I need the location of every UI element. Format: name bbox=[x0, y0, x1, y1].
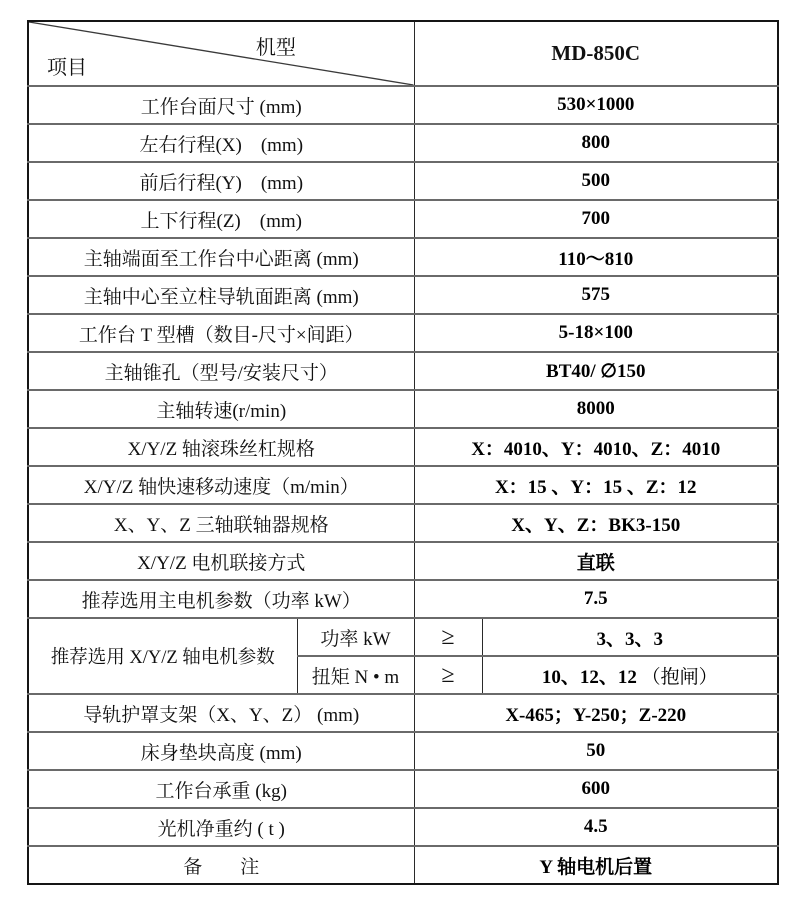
spec-row bbox=[28, 504, 778, 542]
spec-value-cell: X：4010、Y：4010、Z：4010 bbox=[414, 428, 778, 466]
spec-row bbox=[28, 428, 778, 466]
spec-row bbox=[28, 580, 778, 618]
spec-value-cell: 50 bbox=[414, 732, 778, 770]
spec-value-cell: 4.5 bbox=[414, 808, 778, 846]
spec-value-cell: 500 bbox=[414, 162, 778, 200]
motor-sub-param-cell: 扭矩 N • m bbox=[297, 656, 414, 694]
spec-row bbox=[28, 808, 778, 846]
spec-label-cell: 上下行程(Z) (mm) bbox=[28, 200, 414, 238]
spec-label-cell: X、Y、Z 三轴联轴器规格 bbox=[28, 504, 414, 542]
spec-row bbox=[28, 124, 778, 162]
spec-row bbox=[28, 200, 778, 238]
spec-value-cell: 5-18×100 bbox=[414, 314, 778, 352]
motor-value: 10、12、12 bbox=[541, 666, 637, 688]
spec-label-cell: 光机净重约 ( t ) bbox=[28, 808, 414, 846]
spec-row bbox=[28, 694, 778, 732]
spec-label-cell: 备 注 bbox=[28, 846, 414, 884]
spec-row bbox=[28, 390, 778, 428]
spec-row bbox=[28, 352, 778, 390]
spec-value-cell: 7.5 bbox=[414, 580, 778, 618]
motor-value-cell bbox=[482, 656, 778, 694]
spec-value-cell: 直联 bbox=[414, 542, 778, 580]
spec-value-cell: BT40/ ∅150 bbox=[414, 352, 778, 390]
spec-label-cell: 主轴锥孔（型号/安装尺寸） bbox=[28, 352, 414, 390]
spec-label-cell: X/Y/Z 轴滚珠丝杠规格 bbox=[28, 428, 414, 466]
model-axis-label: 机型 bbox=[255, 37, 296, 59]
spec-row bbox=[28, 732, 778, 770]
spec-value-cell: 800 bbox=[414, 124, 778, 162]
diagonal-header-cell bbox=[28, 21, 414, 86]
spec-value-cell: 8000 bbox=[414, 390, 778, 428]
spec-row-remarks bbox=[28, 846, 778, 884]
spec-label-cell: 主轴端面至工作台中心距离 (mm) bbox=[28, 238, 414, 276]
spec-table bbox=[27, 20, 779, 885]
spec-row bbox=[28, 238, 778, 276]
spec-label-cell: X/Y/Z 电机联接方式 bbox=[28, 542, 414, 580]
spec-label-cell: X/Y/Z 轴快速移动速度（m/min） bbox=[28, 466, 414, 504]
spec-label-cell: 工作台 T 型槽（数目-尺寸×间距） bbox=[28, 314, 414, 352]
spec-value-cell: X、Y、Z：BK3-150 bbox=[414, 504, 778, 542]
motor-value-suffix: （抱闸） bbox=[636, 666, 718, 688]
motor-sub-param-cell: 功率 kW bbox=[297, 618, 414, 656]
spec-value-cell: 110～810 bbox=[414, 238, 778, 276]
header-row bbox=[28, 21, 778, 86]
spec-row bbox=[28, 162, 778, 200]
spec-row bbox=[28, 86, 778, 124]
spec-row bbox=[28, 770, 778, 808]
item-axis-label: 项目 bbox=[47, 57, 87, 79]
gte-symbol-cell: ≥ bbox=[414, 656, 482, 694]
spec-label-cell: 前后行程(Y) (mm) bbox=[28, 162, 414, 200]
motor-value-cell bbox=[482, 618, 778, 656]
spec-label-cell: 推荐选用主电机参数（功率 kW） bbox=[28, 580, 414, 618]
spec-label-cell: 工作台面尺寸 (mm) bbox=[28, 86, 414, 124]
spec-label-cell: 导轨护罩支架（X、Y、Z） (mm) bbox=[28, 694, 414, 732]
spec-label-cell: 主轴中心至立柱导轨面距离 (mm) bbox=[28, 276, 414, 314]
spec-label-cell: 左右行程(X) (mm) bbox=[28, 124, 414, 162]
model-value-cell: MD-850C bbox=[414, 21, 778, 86]
spec-value-cell: X-465；Y-250；Z-220 bbox=[414, 694, 778, 732]
spec-label-cell: 工作台承重 (kg) bbox=[28, 770, 414, 808]
spec-value-cell: X：15 、Y：15 、Z：12 bbox=[414, 466, 778, 504]
spec-row bbox=[28, 276, 778, 314]
spec-value-cell: 700 bbox=[414, 200, 778, 238]
motor-params-row bbox=[28, 618, 778, 656]
spec-label-cell: 主轴转速(r/min) bbox=[28, 390, 414, 428]
spec-value-cell: 600 bbox=[414, 770, 778, 808]
spec-value-cell: 575 bbox=[414, 276, 778, 314]
spec-value-cell: 530×1000 bbox=[414, 86, 778, 124]
motor-params-group-label-cell: 推荐选用 X/Y/Z 轴电机参数 bbox=[28, 618, 297, 694]
spec-value-cell: Y 轴电机后置 bbox=[414, 846, 778, 884]
gte-symbol-cell: ≥ bbox=[414, 618, 482, 656]
spec-label-cell: 床身垫块高度 (mm) bbox=[28, 732, 414, 770]
spec-row bbox=[28, 314, 778, 352]
spec-row bbox=[28, 542, 778, 580]
motor-value: 3、3、3 bbox=[596, 628, 663, 650]
spec-row bbox=[28, 466, 778, 504]
